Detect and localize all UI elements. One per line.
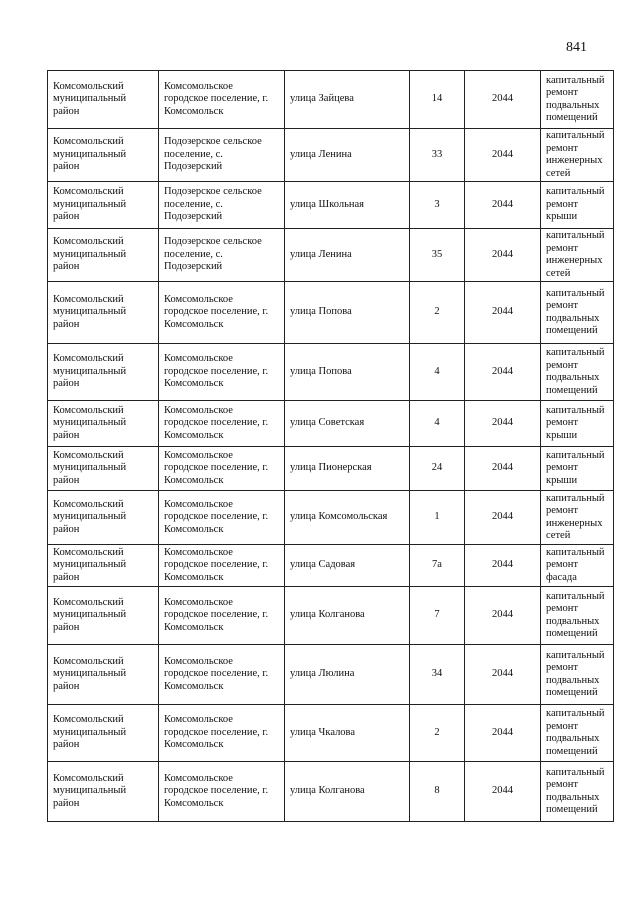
table-row	[48, 491, 614, 545]
street-cell: улица Чкалова	[285, 705, 410, 762]
street-cell: улица Люлина	[285, 645, 410, 705]
district-cell: Комсомольский муниципальный район	[48, 447, 159, 491]
settlement-cell: Комсомольское городское поселение, г. Комсомольск	[159, 545, 285, 587]
house-number-cell: 14	[410, 71, 465, 129]
year-cell: 2044	[465, 587, 541, 645]
settlement-cell: Комсомольское городское поселение, г. Комсомольск	[159, 401, 285, 447]
year-cell: 2044	[465, 645, 541, 705]
district-cell: Комсомольский муниципальный район	[48, 587, 159, 645]
work-type-cell: капитальный ремонт инженерных сетей	[541, 491, 614, 545]
district-cell: Комсомольский муниципальный район	[48, 282, 159, 344]
year-cell: 2044	[465, 282, 541, 344]
year-cell: 2044	[465, 182, 541, 229]
table-row	[48, 762, 614, 822]
house-number-cell: 34	[410, 645, 465, 705]
district-cell: Комсомольский муниципальный район	[48, 129, 159, 182]
table-row	[48, 401, 614, 447]
table-row	[48, 282, 614, 344]
table-row	[48, 182, 614, 229]
house-number-cell: 3	[410, 182, 465, 229]
page-number: 841	[566, 40, 587, 55]
year-cell: 2044	[465, 447, 541, 491]
year-cell: 2044	[465, 491, 541, 545]
settlement-cell: Комсомольское городское поселение, г. Комсомольск	[159, 762, 285, 822]
table-row	[48, 71, 614, 129]
work-type-cell: капитальный ремонт инженерных сетей	[541, 129, 614, 182]
district-cell: Комсомольский муниципальный район	[48, 645, 159, 705]
settlement-cell: Комсомольское городское поселение, г. Комсомольск	[159, 71, 285, 129]
street-cell: улица Ленина	[285, 129, 410, 182]
district-cell: Комсомольский муниципальный район	[48, 545, 159, 587]
work-type-cell: капитальный ремонт инженерных сетей	[541, 229, 614, 282]
street-cell: улица Садовая	[285, 545, 410, 587]
street-cell: улица Попова	[285, 344, 410, 401]
table-row	[48, 344, 614, 401]
settlement-cell: Комсомольское городское поселение, г. Комсомольск	[159, 282, 285, 344]
table-row	[48, 129, 614, 182]
table-row	[48, 645, 614, 705]
street-cell: улица Ленина	[285, 229, 410, 282]
table-row	[48, 705, 614, 762]
house-number-cell: 2	[410, 705, 465, 762]
table-body	[48, 71, 614, 822]
street-cell: улица Колганова	[285, 762, 410, 822]
street-cell: улица Колганова	[285, 587, 410, 645]
work-type-cell: капитальный ремонт подвальных помещений	[541, 705, 614, 762]
work-type-cell: капитальный ремонт крыши	[541, 182, 614, 229]
house-number-cell: 24	[410, 447, 465, 491]
house-number-cell: 4	[410, 401, 465, 447]
district-cell: Комсомольский муниципальный район	[48, 229, 159, 282]
work-type-cell: капитальный ремонт крыши	[541, 447, 614, 491]
table-row	[48, 545, 614, 587]
work-type-cell: капитальный ремонт подвальных помещений	[541, 71, 614, 129]
street-cell: улица Комсомольская	[285, 491, 410, 545]
table-row	[48, 587, 614, 645]
district-cell: Комсомольский муниципальный район	[48, 762, 159, 822]
district-cell: Комсомольский муниципальный район	[48, 491, 159, 545]
street-cell: улица Школьная	[285, 182, 410, 229]
house-number-cell: 4	[410, 344, 465, 401]
settlement-cell: Подозерское сельское поселение, с. Подозерский	[159, 129, 285, 182]
year-cell: 2044	[465, 762, 541, 822]
settlement-cell: Комсомольское городское поселение, г. Комсомольск	[159, 447, 285, 491]
house-number-cell: 7	[410, 587, 465, 645]
work-type-cell: капитальный ремонт подвальных помещений	[541, 762, 614, 822]
house-number-cell: 35	[410, 229, 465, 282]
settlement-cell: Подозерское сельское поселение, с. Подозерский	[159, 182, 285, 229]
settlement-cell: Комсомольское городское поселение, г. Комсомольск	[159, 705, 285, 762]
district-cell: Комсомольский муниципальный район	[48, 705, 159, 762]
house-number-cell: 33	[410, 129, 465, 182]
house-number-cell: 8	[410, 762, 465, 822]
year-cell: 2044	[465, 545, 541, 587]
house-number-cell: 7а	[410, 545, 465, 587]
work-type-cell: капитальный ремонт подвальных помещений	[541, 645, 614, 705]
district-cell: Комсомольский муниципальный район	[48, 182, 159, 229]
work-type-cell: капитальный ремонт подвальных помещений	[541, 344, 614, 401]
table-row	[48, 229, 614, 282]
street-cell: улица Попова	[285, 282, 410, 344]
work-type-cell: капитальный ремонт крыши	[541, 401, 614, 447]
district-cell: Комсомольский муниципальный район	[48, 401, 159, 447]
year-cell: 2044	[465, 401, 541, 447]
year-cell: 2044	[465, 71, 541, 129]
work-type-cell: капитальный ремонт подвальных помещений	[541, 587, 614, 645]
repair-schedule-table	[47, 70, 614, 822]
house-number-cell: 2	[410, 282, 465, 344]
settlement-cell: Комсомольское городское поселение, г. Комсомольск	[159, 491, 285, 545]
district-cell: Комсомольский муниципальный район	[48, 344, 159, 401]
settlement-cell: Комсомольское городское поселение, г. Комсомольск	[159, 645, 285, 705]
settlement-cell: Комсомольское городское поселение, г. Комсомольск	[159, 587, 285, 645]
year-cell: 2044	[465, 344, 541, 401]
year-cell: 2044	[465, 229, 541, 282]
year-cell: 2044	[465, 129, 541, 182]
work-type-cell: капитальный ремонт подвальных помещений	[541, 282, 614, 344]
year-cell: 2044	[465, 705, 541, 762]
work-type-cell: капитальный ремонт фасада	[541, 545, 614, 587]
table-row	[48, 447, 614, 491]
street-cell: улица Советская	[285, 401, 410, 447]
street-cell: улица Пионерская	[285, 447, 410, 491]
district-cell: Комсомольский муниципальный район	[48, 71, 159, 129]
street-cell: улица Зайцева	[285, 71, 410, 129]
settlement-cell: Подозерское сельское поселение, с. Подозерский	[159, 229, 285, 282]
house-number-cell: 1	[410, 491, 465, 545]
settlement-cell: Комсомольское городское поселение, г. Комсомольск	[159, 344, 285, 401]
